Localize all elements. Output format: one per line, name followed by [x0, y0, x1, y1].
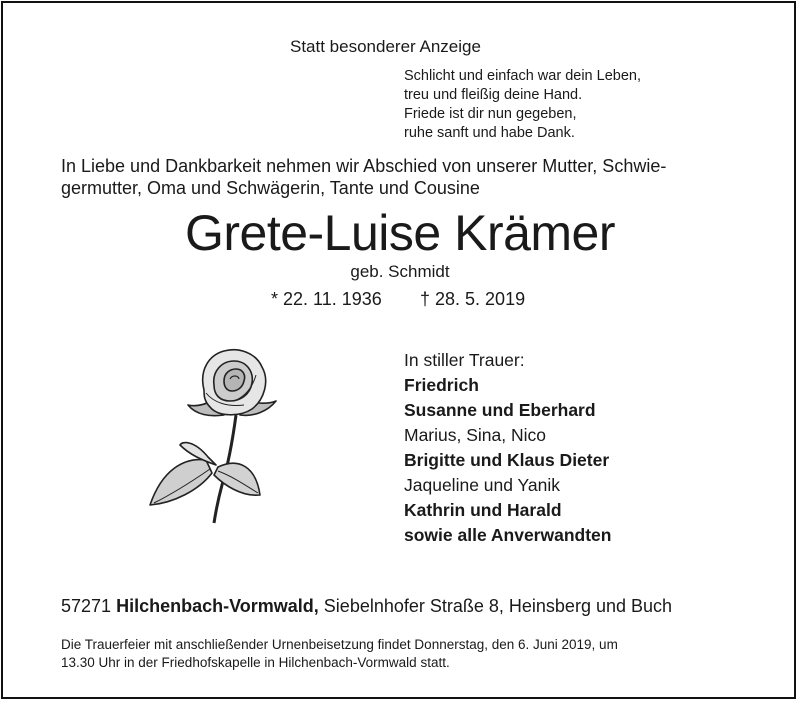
poem-line: ruhe sanft und habe Dank.: [404, 125, 575, 141]
notice-header: Statt besonderer Anzeige: [290, 37, 481, 56]
deceased-name: Grete-Luise Krämer: [184, 205, 616, 261]
mourners-list: [404, 348, 611, 548]
address-city: Hilchenbach-Vormwald,: [116, 596, 319, 616]
poem-line: treu und fleißig deine Hand.: [404, 87, 583, 103]
intro-text: [61, 155, 666, 199]
mourner-children: Jaqueline und Yanik: [404, 475, 561, 495]
funeral-info: [61, 636, 618, 671]
address: [61, 596, 672, 617]
poem: [404, 67, 641, 143]
mourner-children: Marius, Sina, Nico: [404, 425, 546, 445]
maiden-name: geb. Schmidt: [350, 262, 450, 281]
mourner-name: Susanne und Eberhard: [404, 400, 596, 420]
funeral-info-line: 13.30 Uhr in der Friedhofskapelle in Hilchenbach-Vormwald statt.: [61, 654, 450, 670]
poem-line: Schlicht und einfach war dein Leben,: [404, 68, 641, 84]
intro-line: In Liebe und Dankbarkeit nehmen wir Abschied von unserer Mutter, Schwie-: [61, 156, 667, 176]
poem-line: Friede ist dir nun gegeben,: [404, 106, 577, 122]
rose-icon: [144, 345, 294, 525]
funeral-info-line: Die Trauerfeier mit anschließender Urnenbeisetzung findet Donnerstag, den 6. Juni 2019, um: [61, 637, 618, 652]
death-date: † 28. 5. 2019: [420, 289, 526, 309]
address-street: Siebelnhofer Straße 8, Heinsberg und Buch: [323, 596, 673, 616]
mourner-name: Kathrin und Harald: [404, 500, 562, 520]
mourner-name: Friedrich: [404, 375, 479, 395]
birth-date: * 22. 11. 1936: [271, 289, 382, 309]
notice-border: [1, 1, 796, 699]
mourner-name: sowie alle Anverwandten: [404, 525, 612, 545]
address-zip: 57271: [61, 596, 112, 616]
mourners-heading: In stiller Trauer:: [404, 350, 525, 370]
intro-line: germutter, Oma und Schwägerin, Tante und Cousine: [61, 178, 480, 198]
mourner-name: Brigitte und Klaus Dieter: [404, 450, 610, 470]
